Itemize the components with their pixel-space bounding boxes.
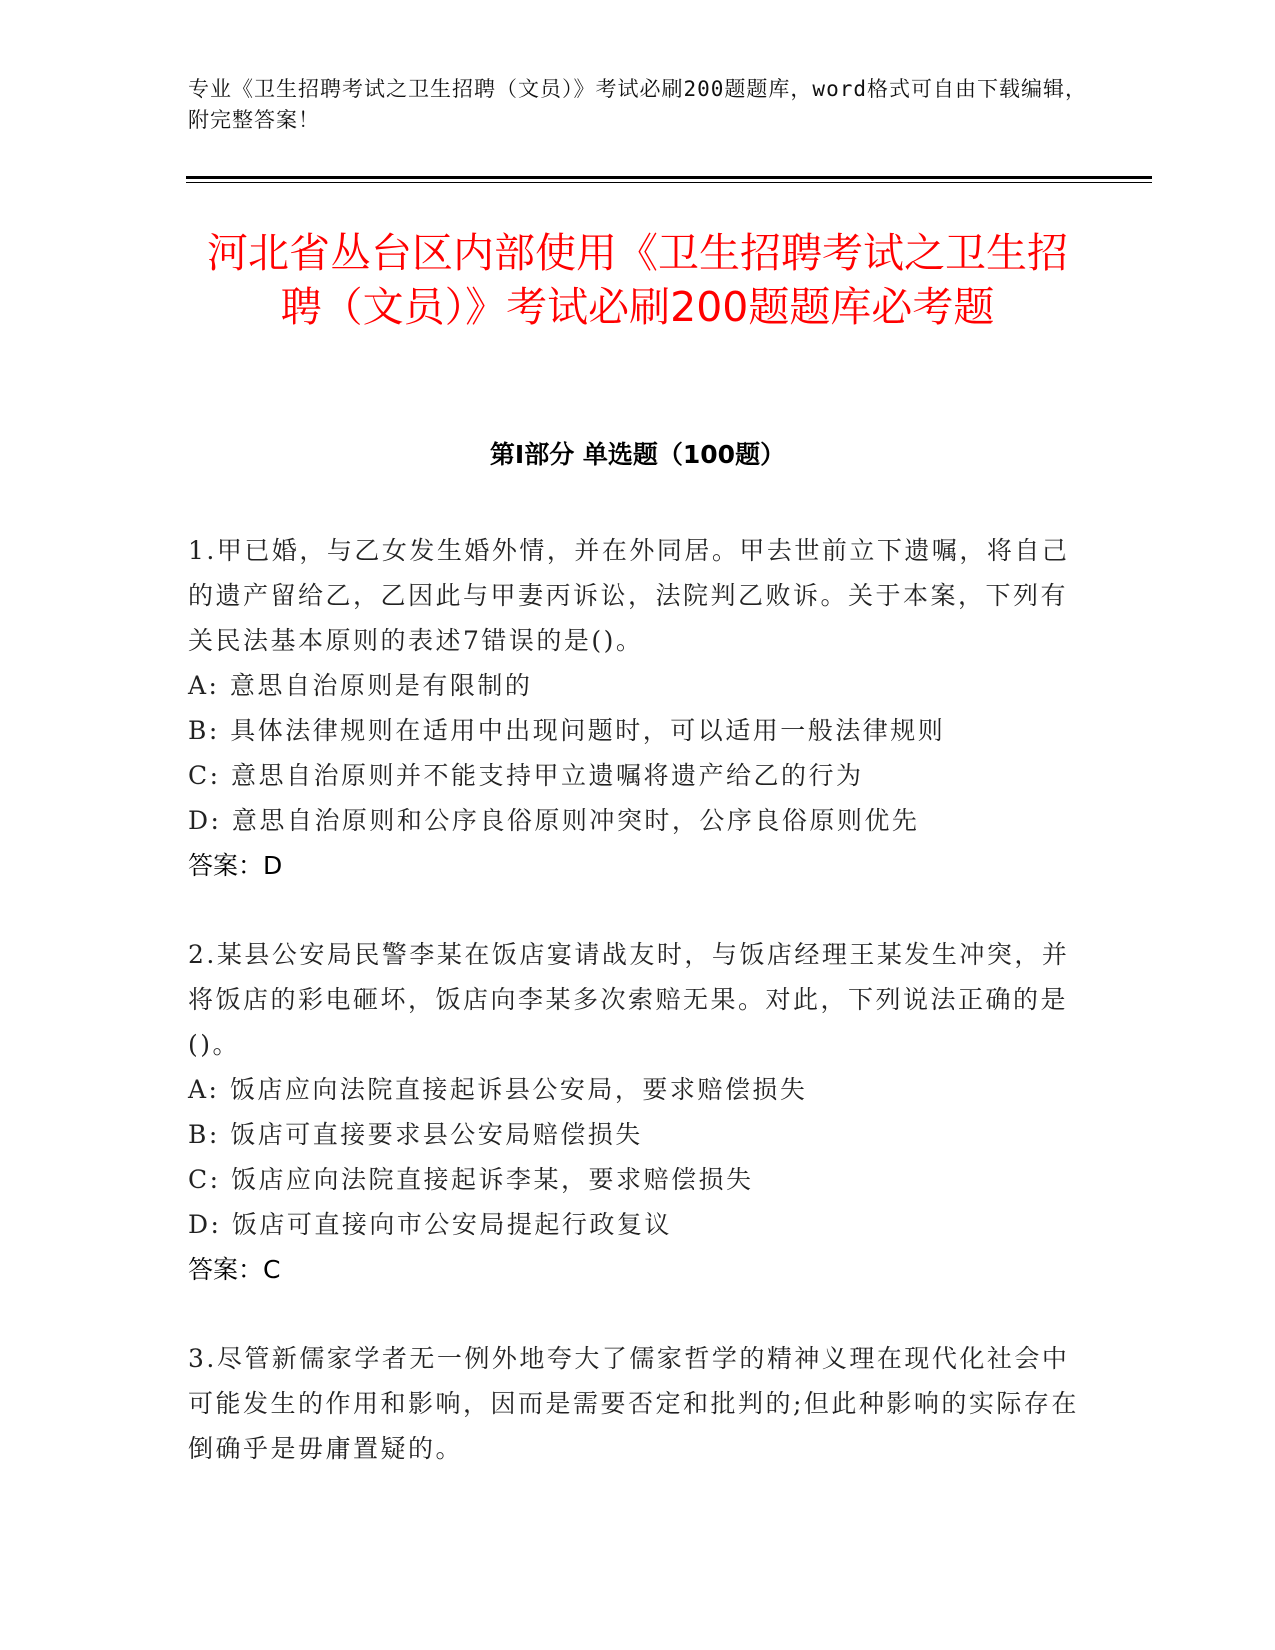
option-d: D: 意思自治原则和公序良俗原则冲突时，公序良俗原则优先 (188, 806, 920, 835)
question-2 (188, 932, 1088, 1292)
option-b: B: 具体法律规则在适用中出现问题时，可以适用一般法律规则 (188, 716, 946, 745)
option-c: C: 意思自治原则并不能支持甲立遗嘱将遗产给乙的行为 (188, 761, 864, 790)
question-1 (188, 528, 1088, 888)
header-divider-thin (186, 182, 1152, 183)
header-note: 专业《卫生招聘考试之卫生招聘（文员）》考试必刷200题题库，word格式可自由下载编辑，附完整答案！ (188, 77, 1087, 132)
question-stem: 3.尽管新儒家学者无一例外地夸大了儒家哲学的精神义理在现代化社会中可能发生的作用和影响，因而是需要否定和批判的;但此种影响的实际存在倒确乎是毋庸置疑的。 (188, 1344, 1079, 1463)
answer: 答案：D (188, 851, 283, 880)
option-a: A: 饭店应向法院直接起诉县公安局，要求赔偿损失 (188, 1075, 808, 1104)
option-a: A: 意思自治原则是有限制的 (188, 671, 533, 700)
question-stem: 2.某县公安局民警李某在饭店宴请战友时，与饭店经理王某发生冲突，并将饭店的彩电砸坏，饭店向李某多次索赔无果。对此，下列说法正确的是()。 (188, 940, 1070, 1059)
option-d: D: 饭店可直接向市公安局提起行政复议 (188, 1210, 672, 1239)
section-heading: 第Ⅰ部分 单选题（100题） (489, 440, 786, 469)
question-3 (188, 1336, 1088, 1471)
option-b: B: 饭店可直接要求县公安局赔偿损失 (188, 1120, 643, 1149)
document-title: 河北省丛台区内部使用《卫生招聘考试之卫生招聘（文员）》考试必刷200题题库必考题 (207, 229, 1068, 331)
answer: 答案：C (188, 1255, 281, 1284)
question-list (188, 528, 1088, 1471)
question-stem: 1.甲已婚，与乙女发生婚外情，并在外同居。甲去世前立下遗嘱，将自己的遗产留给乙，乙因此与甲妻丙诉讼，法院判乙败诉。关于本案，下列有关民法基本原则的表述7错误的是()。 (188, 536, 1070, 655)
header-divider-thick (186, 176, 1152, 179)
option-c: C: 饭店应向法院直接起诉李某，要求赔偿损失 (188, 1165, 754, 1194)
